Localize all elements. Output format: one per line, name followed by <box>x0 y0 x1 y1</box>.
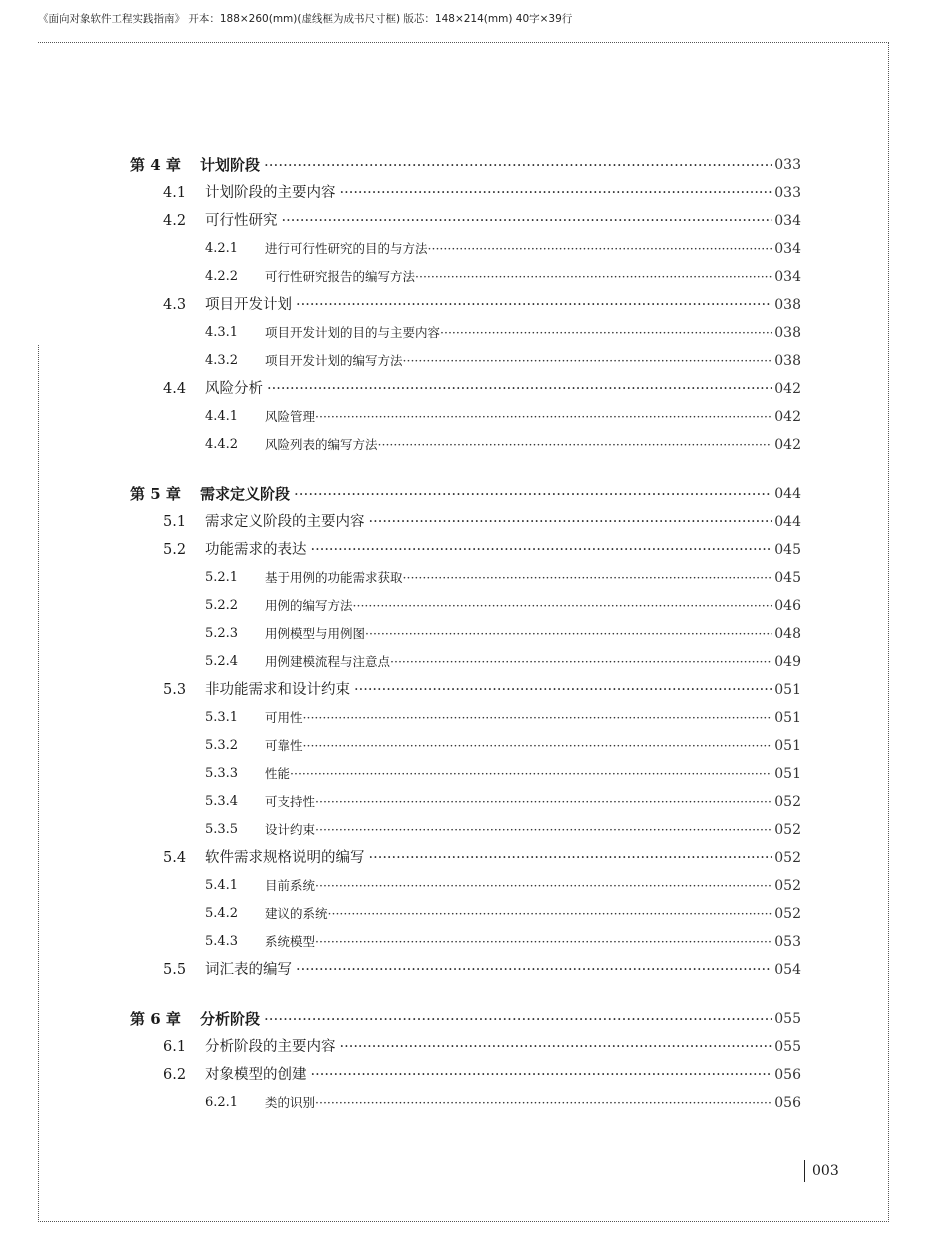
toc-entry-page: 038 <box>774 353 801 369</box>
toc-entry-page: 044 <box>774 514 801 530</box>
toc-entry-number: 5.3.3 <box>205 766 239 781</box>
leader-dots <box>315 790 772 814</box>
leader-dots <box>428 237 773 261</box>
toc-entry-number: 第 6 章 <box>130 1010 181 1028</box>
toc-entry-page: 034 <box>774 241 801 257</box>
leader-dots <box>315 1091 772 1115</box>
toc-entry-title: 需求定义阶段 <box>200 485 291 503</box>
leader-dots <box>340 1035 773 1059</box>
toc-entry-number: 4.4.2 <box>205 437 239 452</box>
leader-dots <box>369 846 773 870</box>
toc-entry-title: 软件需求规格说明的编写 <box>205 850 365 866</box>
toc-entry-page: 053 <box>774 934 801 950</box>
leader-dots <box>353 594 773 618</box>
toc-entry-page: 056 <box>774 1067 801 1083</box>
toc-entry-title: 风险管理 <box>265 409 316 424</box>
toc-entry-section <box>163 958 801 982</box>
leader-dots <box>315 930 772 954</box>
toc-entry-title: 对象模型的创建 <box>205 1067 307 1083</box>
toc-entry-section <box>163 1035 801 1059</box>
toc-entry-page: 052 <box>774 878 801 894</box>
toc-entry-page: 046 <box>774 598 801 614</box>
toc-entry-number: 第 5 章 <box>130 485 181 503</box>
toc-entry-number: 5.3.4 <box>205 794 239 809</box>
toc-entry-page: 051 <box>774 766 801 782</box>
leader-dots <box>403 566 773 590</box>
toc-entry-title: 用例建模流程与注意点 <box>265 654 391 669</box>
page-number: 003 <box>804 1160 839 1182</box>
toc-entry-title: 风险分析 <box>205 381 263 397</box>
toc-entry-number: 4.4.1 <box>205 409 239 424</box>
toc-entry-title: 建议的系统 <box>265 906 328 921</box>
toc-entry-page: 042 <box>774 437 801 453</box>
leader-dots <box>369 510 773 534</box>
toc-entry-page: 052 <box>774 850 801 866</box>
toc-entry-title: 类的识别 <box>265 1095 316 1110</box>
toc-entry-subsection <box>205 405 801 429</box>
toc-entry-number: 5.3 <box>163 682 187 698</box>
toc-entry-subsection <box>205 349 801 373</box>
toc-entry-title: 设计约束 <box>265 822 316 837</box>
toc-entry-title: 计划阶段的主要内容 <box>205 185 336 201</box>
toc-entry-page: 055 <box>774 1011 801 1027</box>
toc-entry-subsection <box>205 594 801 618</box>
toc-entry-page: 055 <box>774 1039 801 1055</box>
toc-entry-page: 054 <box>774 962 801 978</box>
toc-entry-page: 045 <box>774 570 801 586</box>
toc-entry-page: 038 <box>774 325 801 341</box>
leader-dots <box>390 650 772 674</box>
toc-entry-page: 051 <box>774 738 801 754</box>
toc-entry-subsection <box>205 622 801 646</box>
toc-entry-subsection <box>205 734 801 758</box>
toc-entry-number: 5.4.3 <box>205 934 239 949</box>
toc-entry-subsection <box>205 433 801 457</box>
toc-entry-page: 051 <box>774 682 801 698</box>
leader-dots <box>415 265 772 289</box>
toc-entry-page: 052 <box>774 794 801 810</box>
toc-entry-page: 044 <box>774 486 801 502</box>
toc-entry-subsection <box>205 762 801 786</box>
toc-entry-page: 033 <box>774 185 801 201</box>
toc-entry-number: 4.1 <box>163 185 187 201</box>
leader-dots <box>282 209 773 233</box>
toc-entry-title: 可行性研究 <box>205 213 278 229</box>
toc-entry-subsection <box>205 650 801 674</box>
toc-entry-page: 042 <box>774 409 801 425</box>
toc-entry-number: 5.2.2 <box>205 598 239 613</box>
toc-entry-chapter <box>130 1007 801 1031</box>
toc-entry-number: 5.3.2 <box>205 738 239 753</box>
toc-entry-page: 034 <box>774 269 801 285</box>
toc-entry-number: 5.2.1 <box>205 570 239 585</box>
toc-entry-page: 042 <box>774 381 801 397</box>
toc-entry-title: 分析阶段 <box>200 1010 261 1028</box>
leader-dots <box>311 1063 773 1087</box>
toc-entry-page: 052 <box>774 906 801 922</box>
leader-dots <box>403 349 773 373</box>
toc-entry-title: 分析阶段的主要内容 <box>205 1039 336 1055</box>
toc-entry-page: 038 <box>774 297 801 313</box>
toc-entry-number: 5.4.2 <box>205 906 239 921</box>
toc-entry-title: 非功能需求和设计约束 <box>205 682 350 698</box>
leader-dots <box>303 734 773 758</box>
toc-entry-page: 045 <box>774 542 801 558</box>
toc-entry-title: 用例模型与用例图 <box>265 626 366 641</box>
toc-entry-title: 目前系统 <box>265 878 316 893</box>
toc-entry-subsection <box>205 790 801 814</box>
toc-entry-subsection <box>205 566 801 590</box>
toc-entry-section <box>163 1063 801 1087</box>
toc-entry-title: 性能 <box>265 766 291 781</box>
toc-entry-number: 5.2.4 <box>205 654 239 669</box>
toc-entry-title: 词汇表的编写 <box>205 962 292 978</box>
toc-entry-subsection <box>205 902 801 926</box>
toc-entry-section <box>163 293 801 317</box>
toc-entry-number: 4.2.1 <box>205 241 239 256</box>
toc-entry-number: 4.2.2 <box>205 269 239 284</box>
toc-entry-chapter <box>130 482 801 506</box>
toc-entry-number: 5.4.1 <box>205 878 239 893</box>
toc-entry-number: 5.3.5 <box>205 822 239 837</box>
toc-entry-section <box>163 678 801 702</box>
toc-entry-section <box>163 181 801 205</box>
toc-entry-number: 5.3.1 <box>205 710 239 725</box>
toc-entry-number: 4.4 <box>163 381 187 397</box>
leader-dots <box>315 818 772 842</box>
toc-entry-section <box>163 377 801 401</box>
toc-entry-number: 4.3.1 <box>205 325 239 340</box>
toc-entry-subsection <box>205 818 801 842</box>
toc-entry-number: 5.5 <box>163 962 187 978</box>
toc-entry-title: 功能需求的表达 <box>205 542 307 558</box>
leader-dots <box>315 405 772 429</box>
toc-entry-number: 6.2.1 <box>205 1095 239 1110</box>
toc-entry-subsection <box>205 237 801 261</box>
toc-entry-subsection <box>205 265 801 289</box>
toc-entry-title: 项目开发计划 <box>205 297 292 313</box>
toc-entry-section <box>163 510 801 534</box>
toc-entry-page: 033 <box>774 157 801 173</box>
leader-dots <box>264 1007 772 1031</box>
leader-dots <box>264 153 772 177</box>
leader-dots <box>311 538 773 562</box>
toc-entry-title: 可支持性 <box>265 794 316 809</box>
toc-entry-title: 可靠性 <box>265 738 303 753</box>
toc-entry-title: 可行性研究报告的编写方法 <box>265 269 416 284</box>
toc-entry-number: 4.2 <box>163 213 187 229</box>
toc-entry-number: 4.3.2 <box>205 353 239 368</box>
toc-entry-section <box>163 538 801 562</box>
toc-entry-subsection <box>205 1091 801 1115</box>
toc-entry-page: 034 <box>774 213 801 229</box>
toc-entry-number: 5.4 <box>163 850 187 866</box>
toc-entry-page: 056 <box>774 1095 801 1111</box>
leader-dots <box>365 622 772 646</box>
toc-entry-page: 052 <box>774 822 801 838</box>
toc-entry-section <box>163 209 801 233</box>
toc-entry-title: 可用性 <box>265 710 303 725</box>
toc-entry-page: 048 <box>774 626 801 642</box>
leader-dots <box>378 433 773 457</box>
toc-entry-number: 6.2 <box>163 1067 187 1083</box>
toc-entry-number: 5.2.3 <box>205 626 239 641</box>
toc-entry-title: 项目开发计划的目的与主要内容 <box>265 325 441 340</box>
toc-entry-title: 项目开发计划的编写方法 <box>265 353 403 368</box>
leader-dots <box>294 482 772 506</box>
leader-dots <box>296 958 772 982</box>
leader-dots <box>290 762 772 786</box>
toc-entry-title: 计划阶段 <box>200 156 261 174</box>
toc-entry-chapter <box>130 153 801 177</box>
leader-dots <box>296 293 772 317</box>
toc-entry-number: 5.2 <box>163 542 187 558</box>
toc-entry-page: 049 <box>774 654 801 670</box>
toc-entry-title: 系统模型 <box>265 934 316 949</box>
leader-dots <box>328 902 773 926</box>
toc-entry-title: 基于用例的功能需求获取 <box>265 570 403 585</box>
toc-entry-subsection <box>205 321 801 345</box>
leader-dots <box>303 706 773 730</box>
leader-dots <box>440 321 772 345</box>
page-header: 《面向对象软件工程实践指南》 开本：188×260(mm)(虚线框为成书尺寸框) 版芯：148×214(mm) 40字×39行 <box>38 13 573 25</box>
toc-entry-title: 需求定义阶段的主要内容 <box>205 514 365 530</box>
toc-entry-title: 进行可行性研究的目的与方法 <box>265 241 428 256</box>
toc-entry-subsection <box>205 706 801 730</box>
toc-entry-subsection <box>205 930 801 954</box>
toc-entry-title: 用例的编写方法 <box>265 598 353 613</box>
toc-entry-subsection <box>205 874 801 898</box>
toc-entry-number: 5.1 <box>163 514 187 530</box>
toc-entry-section <box>163 846 801 870</box>
leader-dots <box>267 377 772 401</box>
toc-entry-number: 6.1 <box>163 1039 187 1055</box>
leader-dots <box>340 181 773 205</box>
leader-dots <box>315 874 772 898</box>
leader-dots <box>354 678 772 702</box>
toc-entry-number: 4.3 <box>163 297 187 313</box>
toc-entry-number: 第 4 章 <box>130 156 181 174</box>
toc-entry-page: 051 <box>774 710 801 726</box>
toc-entry-title: 风险列表的编写方法 <box>265 437 378 452</box>
